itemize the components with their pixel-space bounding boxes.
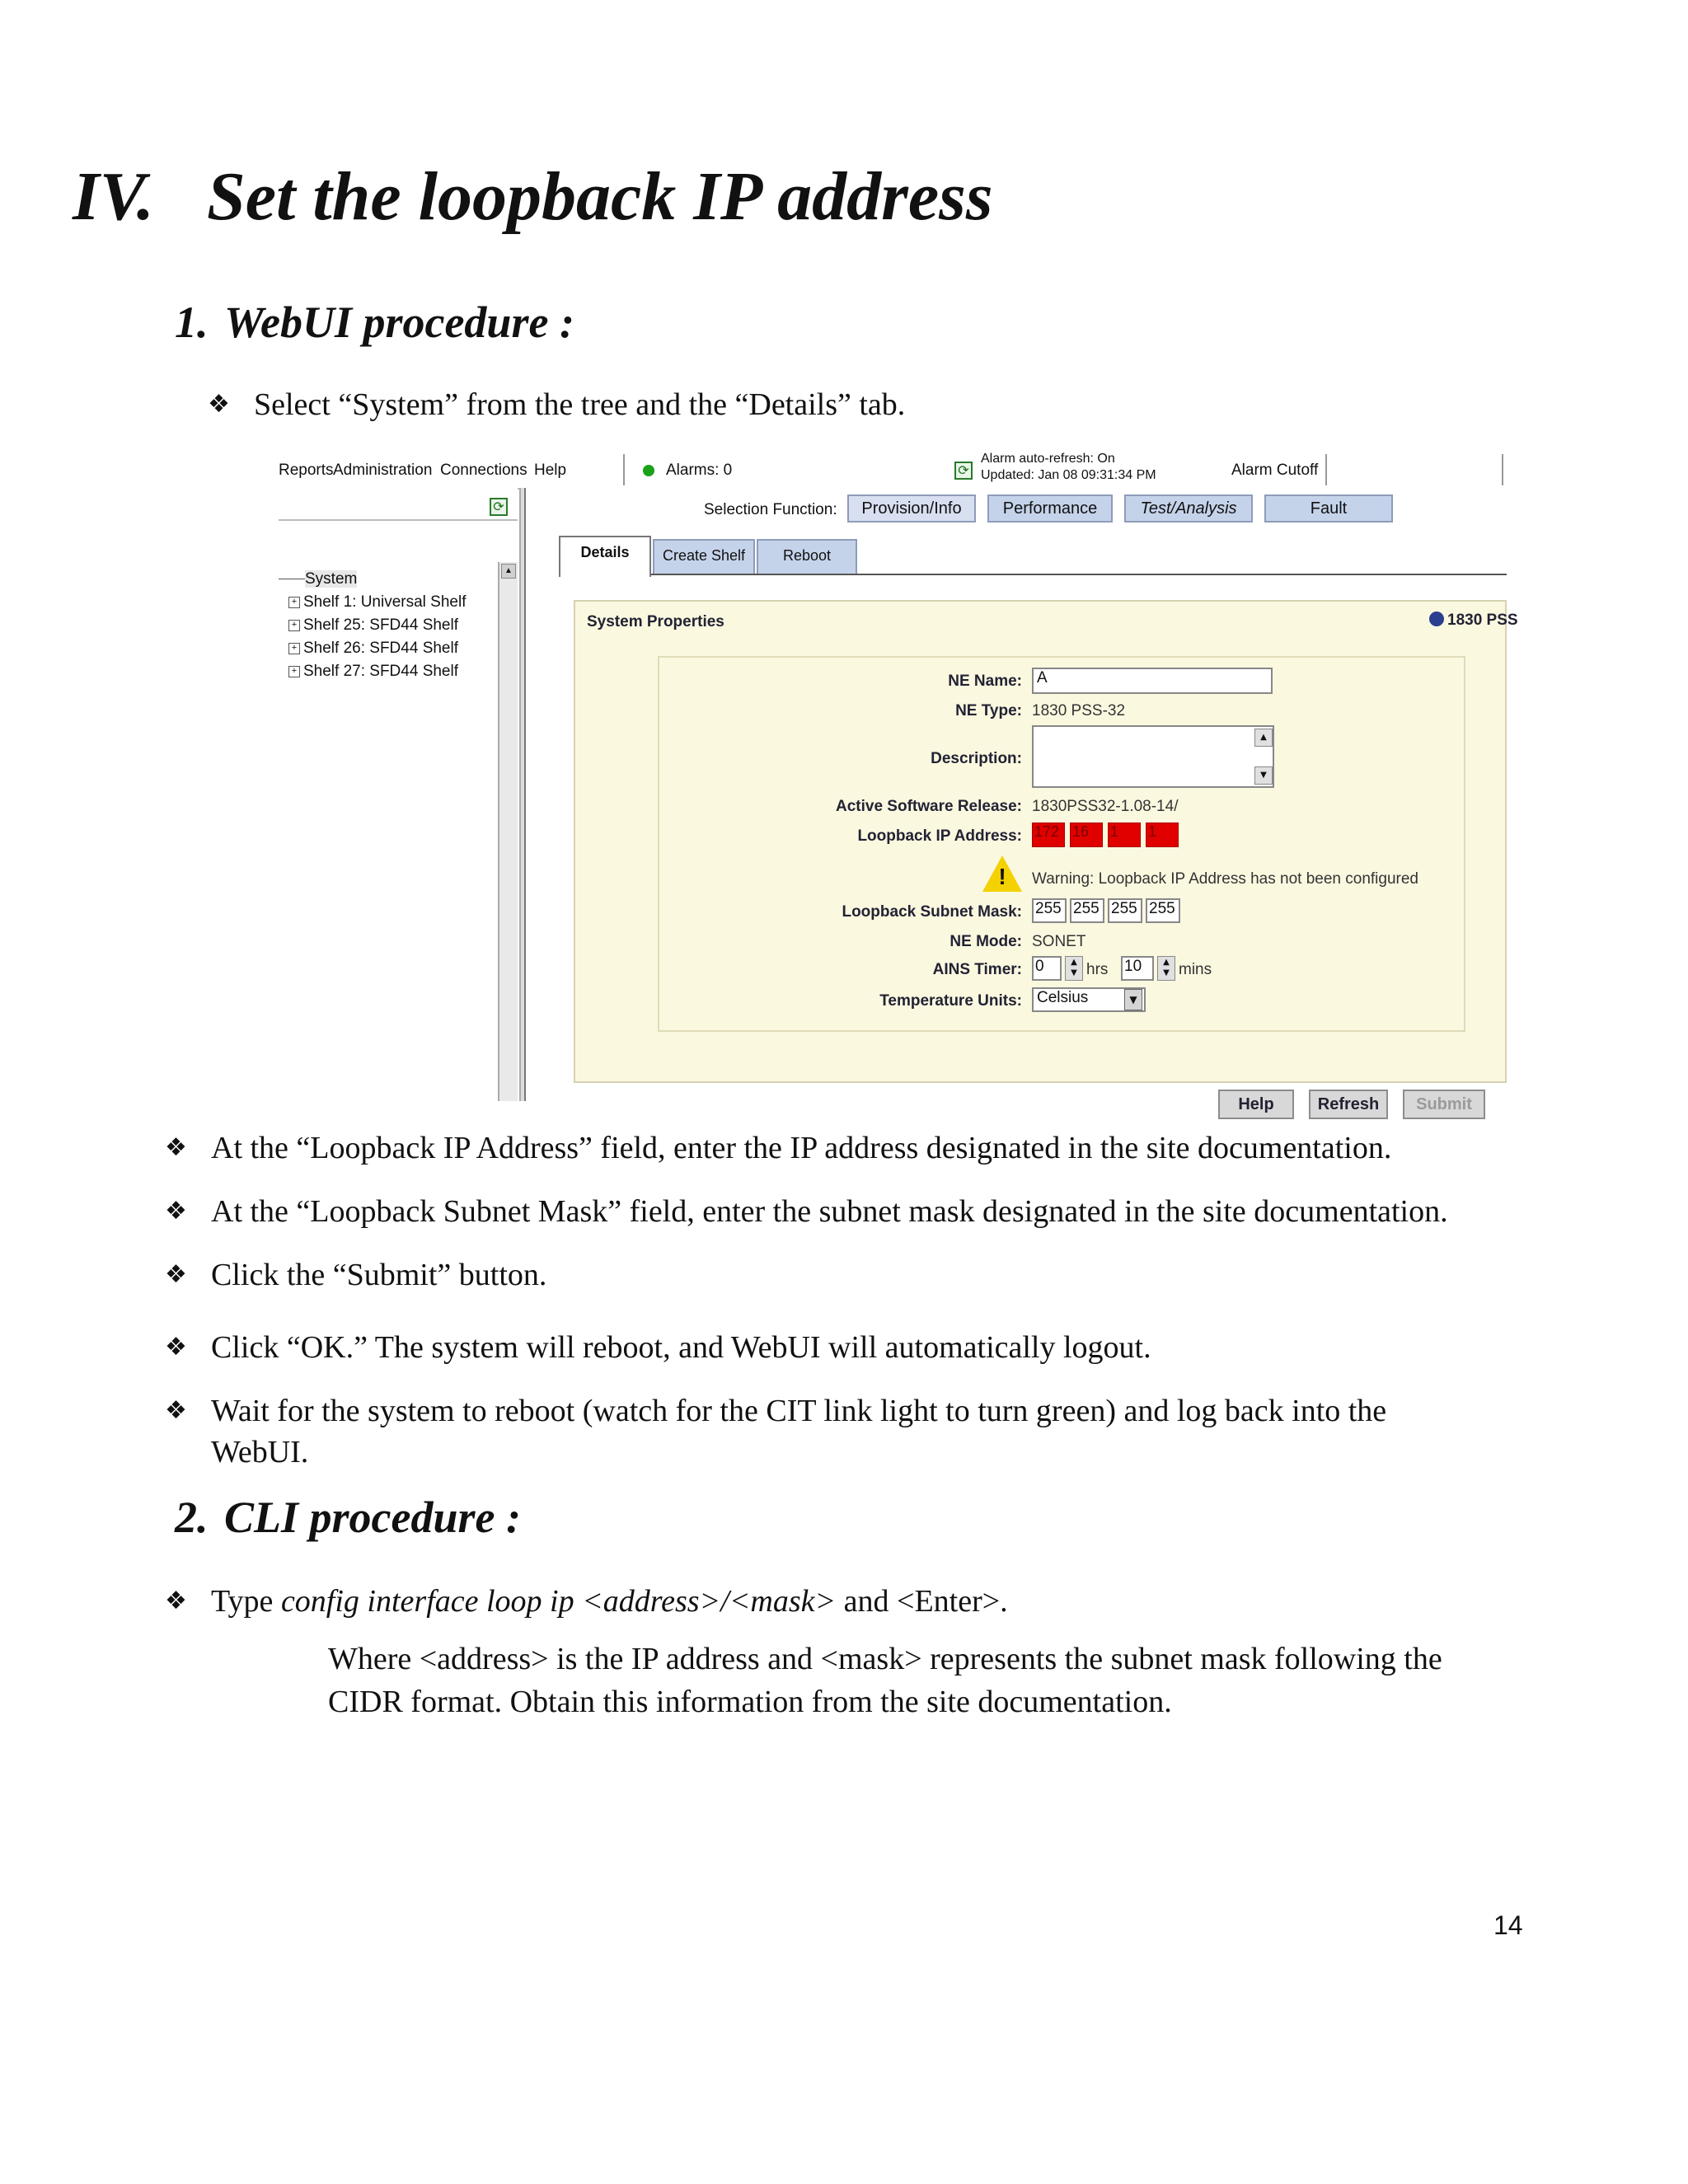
- tree-item-shelf[interactable]: + Shelf 27: SFD44 Shelf: [288, 663, 458, 681]
- splitter-handle[interactable]: [519, 488, 526, 1101]
- expand-icon[interactable]: +: [288, 620, 300, 631]
- alarm-refresh-status: Alarm auto-refresh: On: [981, 452, 1115, 466]
- cli-note-line: Where <address> is the IP address and <mask> represents the subnet mask following the: [328, 1642, 1442, 1676]
- selection-function-label: Selection Function:: [704, 501, 837, 518]
- loopback-ip-octet4-input[interactable]: 1: [1146, 823, 1179, 847]
- step-item: ❖ Click the “Submit” button.: [165, 1254, 1517, 1296]
- panel-title: System Properties: [587, 613, 724, 630]
- section1-heading: [175, 297, 574, 348]
- menu-separator: [1325, 454, 1327, 485]
- alarm-cutoff-button[interactable]: Alarm Cutoff: [1231, 462, 1319, 479]
- menu-connections[interactable]: Connections: [440, 462, 528, 479]
- section1-title: WebUI procedure :: [224, 298, 574, 347]
- bullet-icon: ❖: [165, 1333, 187, 1361]
- bullet-icon: ❖: [208, 390, 230, 419]
- details-pane: [526, 488, 1518, 1113]
- loopback-ip-octet2-input[interactable]: 16: [1070, 823, 1103, 847]
- bullet-icon: ❖: [165, 1260, 187, 1289]
- bullet-icon: ❖: [165, 1133, 187, 1162]
- ne-mode-label: NE Mode:: [950, 933, 1022, 950]
- fault-button[interactable]: Fault: [1264, 494, 1393, 523]
- section2-title: CLI procedure :: [224, 1493, 521, 1542]
- scroll-up-icon[interactable]: ▲: [1254, 729, 1273, 747]
- ne-type-value: 1830 PSS-32: [1032, 702, 1126, 719]
- menu-administration[interactable]: Administration: [333, 462, 433, 479]
- software-release-label: Active Software Release:: [836, 798, 1022, 815]
- refresh-button[interactable]: Refresh: [1309, 1090, 1388, 1119]
- temperature-units-label: Temperature Units:: [879, 992, 1022, 1010]
- step-item: ❖ At the “Loopback IP Address” field, enter the IP address designated in the site documentation.: [165, 1127, 1517, 1169]
- menu-bar: [279, 452, 1507, 490]
- tree-refresh-icon[interactable]: ⟳: [490, 498, 508, 516]
- subnet-octet4-input[interactable]: 255: [1146, 898, 1180, 923]
- step-item: ❖ At the “Loopback Subnet Mask” field, enter the subnet mask designated in the site documentation.: [165, 1191, 1517, 1232]
- hours-unit: hrs: [1086, 961, 1109, 978]
- expand-icon[interactable]: +: [288, 597, 300, 608]
- submit-button[interactable]: Submit: [1403, 1090, 1485, 1119]
- ains-minutes-input[interactable]: 10: [1121, 956, 1154, 981]
- tree-toolbar: [279, 496, 518, 521]
- bullet-icon: ❖: [165, 1586, 187, 1615]
- page-heading: [73, 157, 993, 237]
- description-label: Description:: [931, 750, 1022, 767]
- tree-item-shelf[interactable]: + Shelf 26: SFD44 Shelf: [288, 640, 458, 658]
- minutes-unit: mins: [1179, 961, 1212, 978]
- tab-strip-line: [559, 574, 1507, 575]
- tab-reboot[interactable]: Reboot: [757, 539, 857, 574]
- ne-type-label: NE Type:: [955, 702, 1022, 719]
- bullet-icon: ❖: [165, 1396, 187, 1425]
- expand-icon[interactable]: +: [288, 643, 300, 654]
- page-number: 14: [1493, 1910, 1523, 1940]
- ne-name-label: NE Name:: [948, 673, 1022, 690]
- subnet-octet3-input[interactable]: 255: [1108, 898, 1142, 923]
- alarms-count: Alarms: 0: [666, 462, 733, 479]
- cli-note-line: CIDR format. Obtain this information from the site documentation.: [328, 1685, 1172, 1719]
- subnet-mask-label: Loopback Subnet Mask:: [842, 903, 1022, 921]
- menu-separator: [1502, 454, 1503, 485]
- step-intro: ❖ Select “System” from the tree and the “Details” tab.: [208, 384, 1526, 425]
- step-item: ❖ Wait for the system to reboot (watch for the CIT link light to turn green) and log back into the WebUI.: [165, 1390, 1517, 1473]
- system-properties-panel: [574, 600, 1518, 1083]
- heading-number: IV.: [73, 158, 154, 235]
- loopback-ip-label: Loopback IP Address:: [857, 827, 1022, 845]
- tree-item-shelf[interactable]: + Shelf 25: SFD44 Shelf: [288, 616, 458, 635]
- heading-title: Set the loopback IP address: [207, 158, 993, 235]
- alarm-updated-time: Updated: Jan 08 09:31:34 PM: [981, 468, 1156, 482]
- ains-hours-input[interactable]: 0: [1032, 956, 1062, 981]
- warning-icon-mark: !: [998, 864, 1006, 889]
- menu-separator: [623, 454, 625, 485]
- section2-number: 2.: [175, 1493, 209, 1542]
- ne-name-input[interactable]: A: [1032, 668, 1273, 694]
- tab-details[interactable]: Details: [559, 536, 651, 577]
- expand-icon[interactable]: +: [288, 666, 300, 677]
- product-brand: 1830 PSS: [1429, 612, 1518, 630]
- alarm-refresh-icon[interactable]: ⟳: [954, 462, 973, 480]
- menu-reports[interactable]: Reports: [279, 462, 334, 479]
- provision-info-button[interactable]: Provision/Info: [847, 494, 976, 523]
- ne-mode-value: SONET: [1032, 933, 1086, 950]
- properties-form: [658, 656, 1465, 1032]
- help-button[interactable]: Help: [1218, 1090, 1294, 1119]
- tree-item-system[interactable]: System: [279, 570, 493, 588]
- tree-item-shelf[interactable]: + Shelf 1: Universal Shelf: [288, 593, 467, 612]
- ains-minutes-stepper[interactable]: ▲ ▼: [1157, 956, 1175, 981]
- subnet-octet1-input[interactable]: 255: [1032, 898, 1067, 923]
- tree-scrollbar[interactable]: [498, 562, 518, 1101]
- ains-timer-label: AINS Timer:: [932, 961, 1022, 978]
- scroll-up-icon[interactable]: ▲: [501, 564, 516, 579]
- performance-button[interactable]: Performance: [987, 494, 1113, 523]
- webui-screenshot: [279, 452, 1518, 1113]
- menu-help[interactable]: Help: [534, 462, 567, 479]
- navigation-tree: [279, 488, 518, 1101]
- section2-heading: [175, 1492, 521, 1543]
- loopback-ip-octet1-input[interactable]: 172: [1032, 823, 1065, 847]
- loopback-ip-octet3-input[interactable]: 1: [1108, 823, 1141, 847]
- subnet-octet2-input[interactable]: 255: [1070, 898, 1104, 923]
- ains-hours-stepper[interactable]: ▲ ▼: [1065, 956, 1083, 981]
- software-release-value: 1830PSS32-1.08-14/: [1032, 798, 1179, 815]
- step-item: ❖ Click “OK.” The system will reboot, and WebUI will automatically logout.: [165, 1327, 1517, 1368]
- description-textarea[interactable]: [1032, 725, 1274, 788]
- test-analysis-button[interactable]: Test/Analysis: [1124, 494, 1253, 523]
- brand-logo-icon: [1429, 612, 1444, 626]
- cli-step: ❖ Type config interface loop ip <address>/<mask> and <Enter>.: [165, 1581, 1517, 1622]
- chevron-down-icon[interactable]: ▼: [1124, 989, 1142, 1010]
- bullet-icon: ❖: [165, 1197, 187, 1226]
- temperature-units-select[interactable]: Celsius ▼: [1032, 987, 1146, 1012]
- alarm-status-icon: [643, 465, 654, 476]
- section1-number: 1.: [175, 298, 209, 347]
- tab-create-shelf[interactable]: Create Shelf: [653, 539, 755, 574]
- scroll-down-icon[interactable]: ▼: [1254, 766, 1273, 785]
- cli-command: config interface loop ip <address>/<mask>: [280, 1584, 837, 1619]
- loopback-warning-text: Warning: Loopback IP Address has not been configured: [1032, 870, 1418, 888]
